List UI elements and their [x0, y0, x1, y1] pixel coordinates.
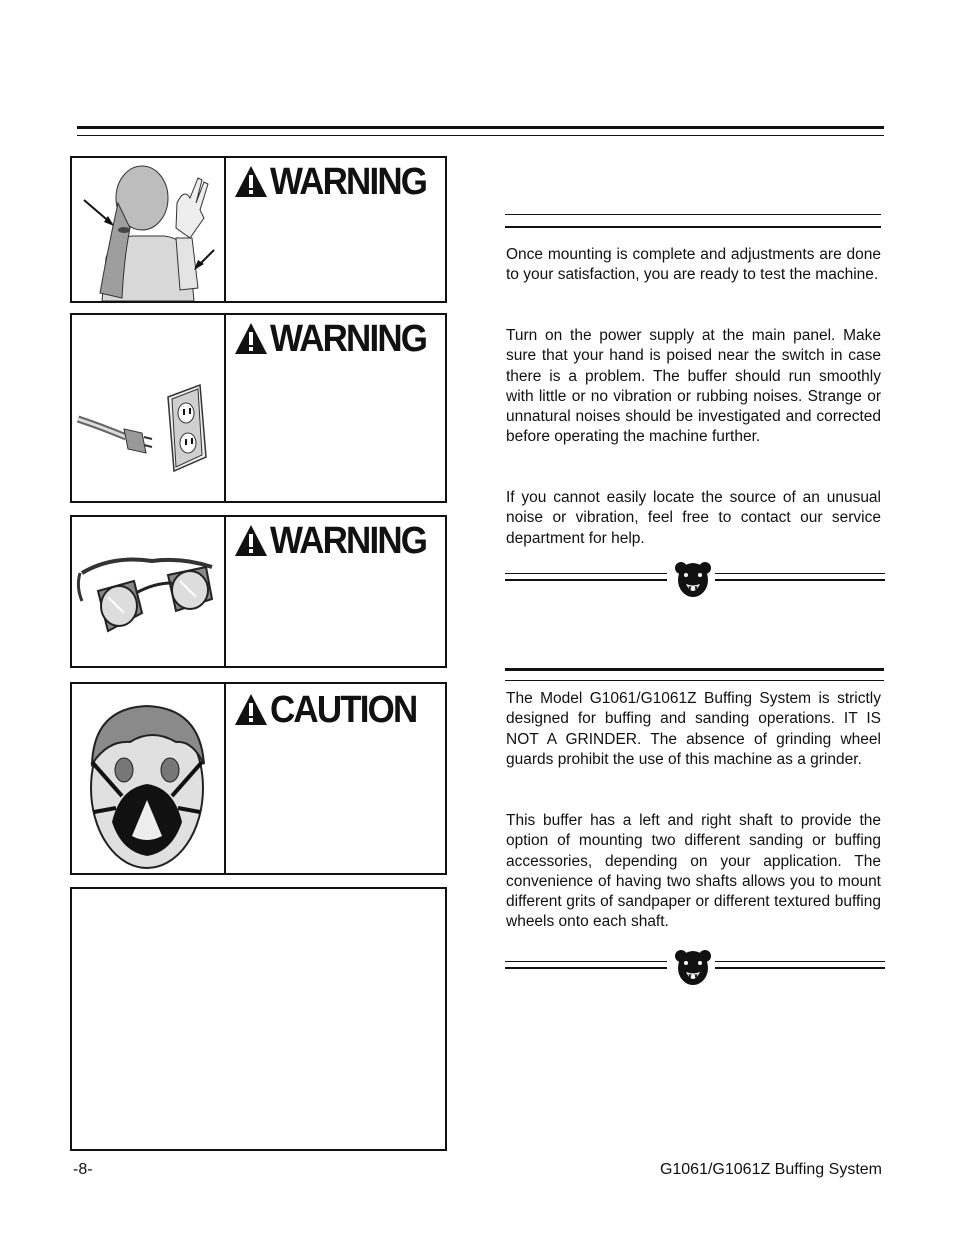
warning-label: WARNING	[270, 318, 427, 360]
warning-box-electrical	[70, 313, 447, 503]
test-run-paragraph-1: Once mounting is complete and adjustments are done to your satisfaction, you are ready to test the machine.	[506, 246, 881, 284]
section-divider	[505, 948, 885, 992]
header-rule-thin	[77, 135, 884, 136]
warning-triangle-icon	[234, 165, 268, 199]
section-rule-thick	[505, 668, 884, 671]
caution-badge	[234, 690, 429, 730]
warning-badge	[234, 162, 440, 202]
page-number: -8-	[73, 1161, 93, 1178]
bear-logo-icon	[673, 560, 713, 600]
caution-box-respirator	[70, 682, 447, 875]
warning-triangle-icon	[234, 693, 268, 727]
operations-paragraph-2: This buffer has a left and right shaft to provide the option of mounting two different sanding or buffing accessories, depending on your application. The convenience of having two shafts allows you to mount different grits of sandpaper or different textured buffing wheels onto each shaft.	[506, 812, 881, 931]
long-hair-jewelry-icon	[72, 158, 226, 301]
electrical-plug-outlet-icon	[72, 315, 226, 501]
warning-box-eye-protection	[70, 515, 447, 668]
warning-badge	[234, 521, 440, 561]
safety-glasses-icon	[72, 517, 226, 666]
test-run-paragraph-3: If you cannot easily locate the source of an unusual noise or vibration, feel free to contact our service department for help.	[506, 489, 881, 547]
test-run-paragraph-2: Turn on the power supply at the main panel. Make sure that your hand is poised near the switch in case there is a problem. The buffer should run smoothly with little or no vibration or rubbing noises. Strange or unnatural noises should be investigated and corrected before operating the machine further.	[506, 327, 881, 446]
empty-note-box	[70, 887, 447, 1151]
caution-label: CAUTION	[270, 689, 417, 731]
warning-triangle-icon	[234, 524, 268, 558]
warning-badge	[234, 319, 440, 359]
dust-mask-icon	[72, 684, 226, 873]
warning-label: WARNING	[270, 520, 427, 562]
manual-title: G1061/G1061Z Buffing System	[659, 1161, 882, 1178]
warning-triangle-icon	[234, 322, 268, 356]
warning-box-hair	[70, 156, 447, 303]
warning-label: WARNING	[270, 161, 427, 203]
header-rule-thick	[77, 126, 884, 129]
section-divider	[505, 560, 885, 604]
section-rule-thin	[505, 680, 884, 681]
operations-paragraph-1: The Model G1061/G1061Z Buffing System is strictly designed for buffing and sanding operations. IT IS NOT A GRINDER. The absence of grinding wheel guards prohibit the use of this machine as a grinder.	[506, 690, 881, 768]
section-rule-thick	[505, 226, 881, 228]
bear-logo-icon	[673, 948, 713, 988]
section-rule-thin	[505, 214, 881, 215]
